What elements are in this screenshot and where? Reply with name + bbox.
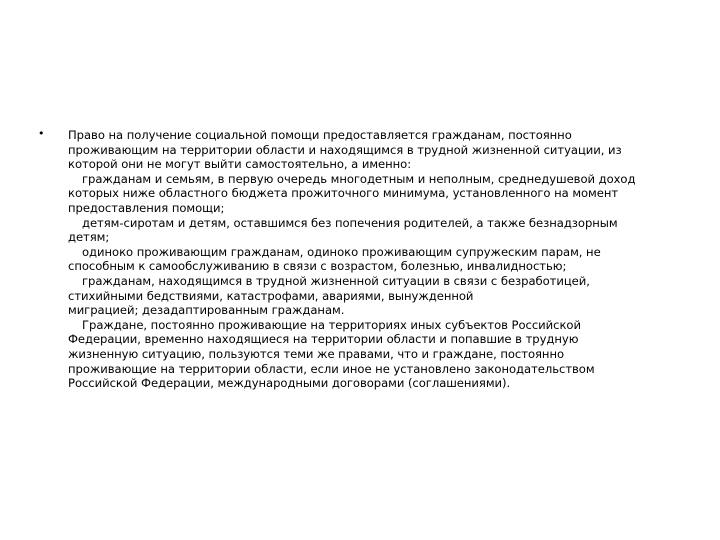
body-text — [68, 128, 688, 391]
text-line: гражданам и семьям, в первую очередь многодетным и неполным, среднедушевой доход — [82, 171, 636, 186]
text-line: детям; — [68, 230, 110, 245]
text-line: стихийными бедствиями, катастрофами, авариями, вынужденной — [68, 288, 474, 303]
text-line: предоставления помощи; — [68, 200, 225, 215]
text-line: жизненную ситуацию, пользуются теми же правами, что и граждане, постоянно — [68, 346, 565, 361]
text-line: Граждане, постоянно проживающие на территориях иных субъектов Российской — [82, 317, 581, 332]
text-line: миграцией; дезадаптированным гражданам. — [68, 303, 345, 318]
text-line: детям-сиротам и детям, оставшимся без попечения родителей, а также безнадзорным — [82, 215, 618, 230]
text-line: Российской Федерации, международными договорами (соглашениями). — [68, 376, 511, 391]
text-line: Право на получение социальной помощи предоставляется гражданам, постоянно — [68, 128, 572, 142]
text-line: проживающим на территории области и находящимся в трудной жизненной ситуации, из — [68, 142, 622, 157]
text-line: способным к самообслуживанию в связи с возрастом, болезнью, инвалидностью; — [68, 259, 567, 274]
text-line: Федерации, временно находящиеся на территории области и попавшие в трудную — [68, 332, 579, 347]
text-line: которой они не могут выйти самостоятельно, а именно: — [68, 157, 412, 172]
text-line: проживающие на территории области, если иное не установлено законодательством — [68, 361, 595, 376]
text-line: которых ниже областного бюджета прожиточного минимума, установленного на момент — [68, 186, 619, 201]
text-line: одиноко проживающим гражданам, одиноко проживающим супружеским парам, не — [82, 244, 601, 259]
text-line: гражданам, находящимся в трудной жизненной ситуации в связи с безработицей, — [82, 273, 590, 288]
bullet-marker: • — [38, 127, 45, 140]
